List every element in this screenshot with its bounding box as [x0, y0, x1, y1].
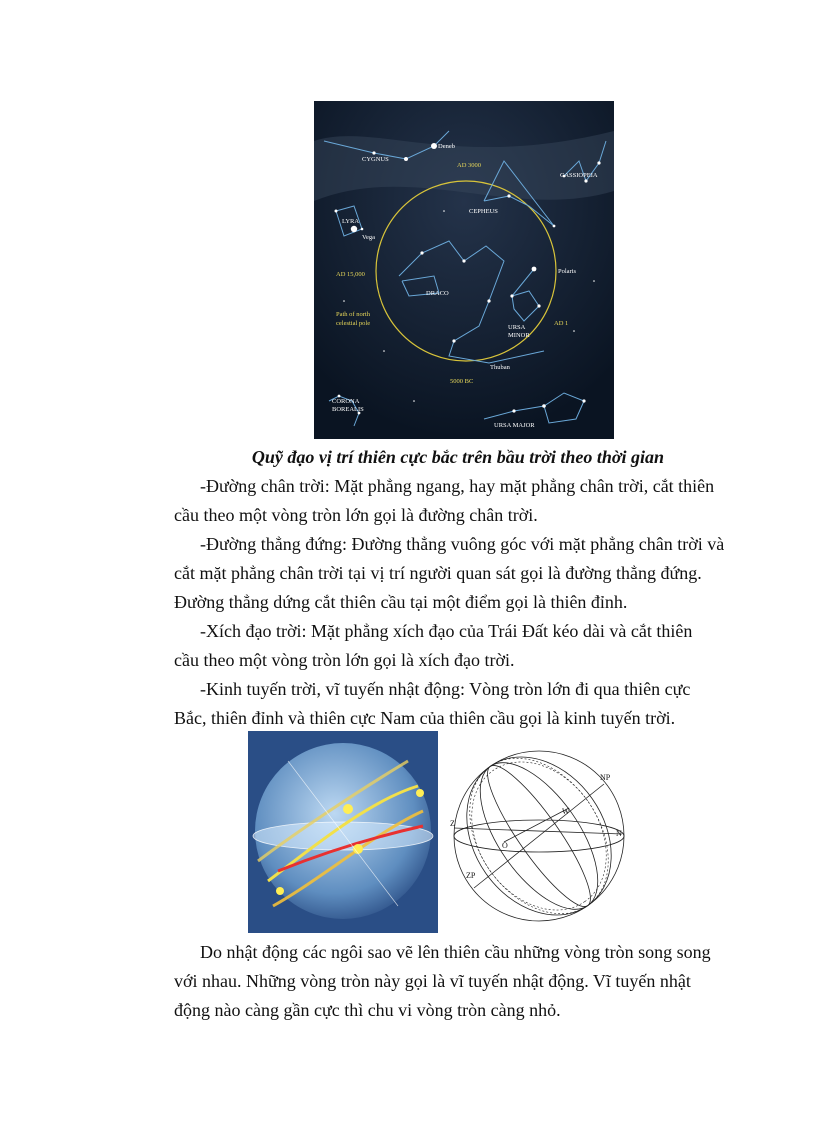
paragraph-celestial-equator: -Xích đạo trời: Mặt phẳng xích đạo của Trái Đất kéo dài và cắt thiên cầu theo một vòng tròn lớn gọi là xích đạo trời.	[174, 621, 693, 670]
label-vega: Vega	[362, 234, 375, 241]
paragraph-horizon: -Đường chân trời: Mặt phẳng ngang, hay mặt phẳng chân trời, cắt thiên cầu theo một vòng tròn lớn gọi là đường chân trời.	[174, 476, 715, 525]
label-o: O	[502, 841, 508, 850]
paragraph-vertical: -Đường thẳng đứng: Đường thẳng vuông góc với mặt phẳng chân trời và cắt mặt phẳng chân trời tại vị trí người quan sát gọi là đường thẳng đứng. Đường thẳng dứng cắt thiên cầu tại một điểm gọi là thiên đỉnh.	[174, 534, 725, 612]
wireframe-sphere-figure	[444, 736, 634, 936]
label-zp: ZP	[466, 871, 476, 880]
label-path2: celestial pole	[336, 320, 371, 327]
label-path: Path of north	[336, 311, 370, 318]
label-ursa-major: URSA MAJOR	[494, 422, 535, 429]
label-z: Z	[450, 819, 455, 828]
label-deneb: Deneb	[438, 143, 455, 150]
label-n: N	[616, 829, 622, 838]
star-map-figure	[314, 101, 614, 439]
label-ursa-minor: URSA	[508, 324, 526, 331]
label-5000bc: 5000 BC	[450, 378, 474, 385]
label-corona: CORONA	[332, 398, 360, 405]
label-np: NP	[600, 773, 611, 782]
celestial-sphere-figure	[248, 731, 438, 933]
paragraph-diurnal-parallels: Do nhật động các ngôi sao vẽ lên thiên cầu những vòng tròn song song với nhau. Những vòng tròn này gọi là vĩ tuyến nhật động. Vĩ tuyến nhật động nào càng gần cực thì chu vi vòng tròn càng nhỏ.	[174, 942, 711, 1020]
label-cassiopeia: CASSIOPEIA	[560, 172, 598, 179]
figure-caption: Quỹ đạo vị trí thiên cực bắc trên bầu trời theo thời gian	[251, 447, 665, 467]
label-lyra: LYRA	[342, 218, 360, 225]
label-draco: DRACO	[426, 290, 449, 297]
label-thuban: Thuban	[490, 364, 510, 371]
label-ad3000: AD 3000	[457, 162, 482, 169]
label-cygnus: CYGNUS	[362, 156, 389, 163]
label-polaris: Polaris	[558, 268, 577, 275]
paragraph-meridian: -Kinh tuyến trời, vĩ tuyến nhật động: Vòng tròn lớn đi qua thiên cực Bắc, thiên đỉnh và thiên cực Nam của thiên cầu gọi là kinh tuyến trời.	[174, 679, 691, 728]
label-ad1: AD 1	[554, 320, 569, 327]
label-w: W	[562, 807, 570, 816]
label-cepheus: CEPHEUS	[469, 208, 498, 215]
label-borealis: BOREALIS	[332, 406, 364, 413]
label-ursa-minor2: MINOR	[508, 332, 530, 339]
label-ad15000: AD 15,000	[336, 271, 365, 278]
